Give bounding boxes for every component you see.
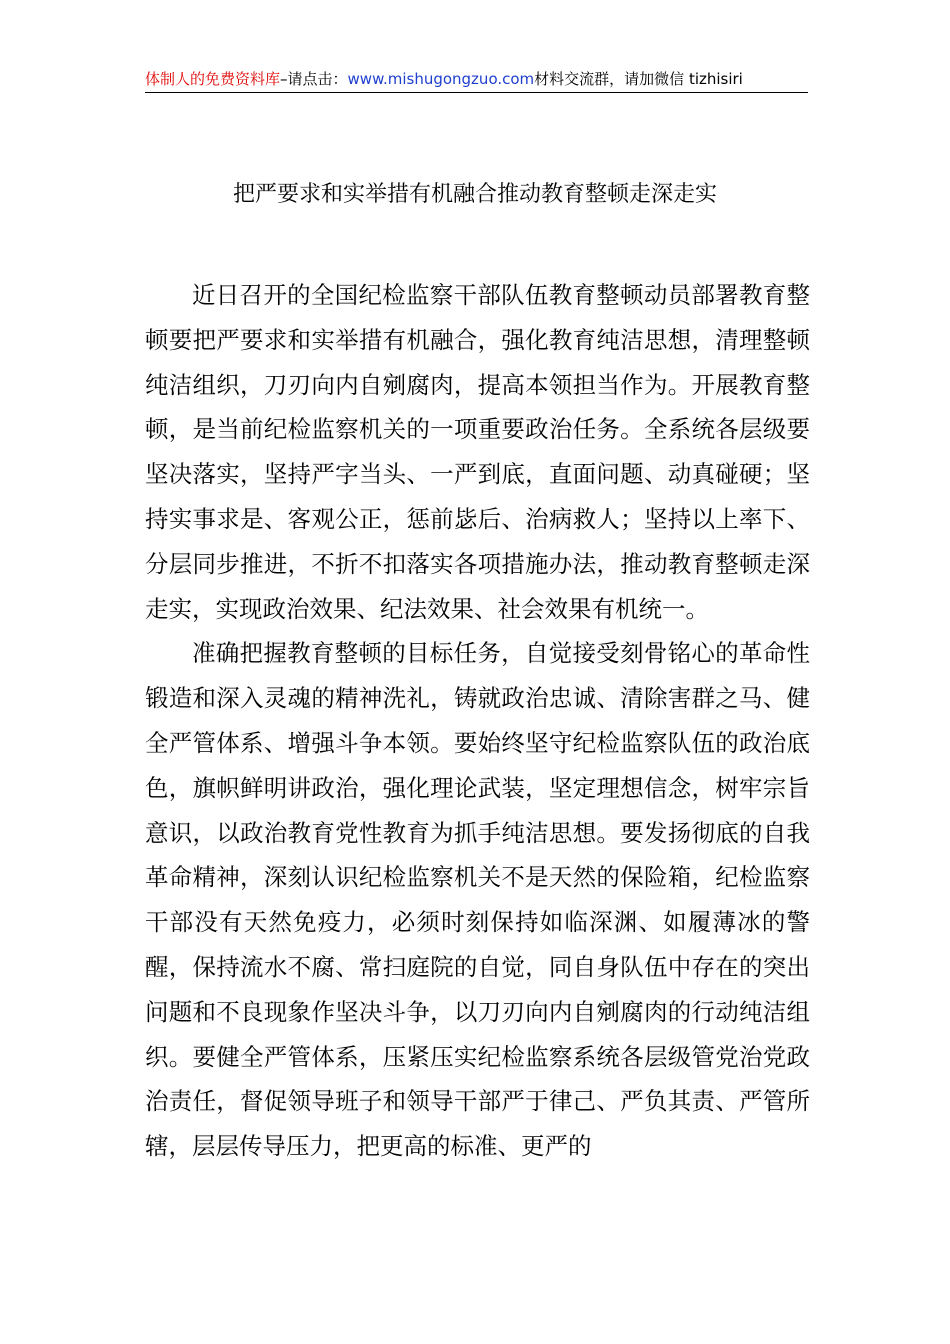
header-prompt: –请点击： — [280, 70, 348, 88]
header-brand: 体制人的免费资料库 — [145, 70, 281, 88]
header-url-link[interactable]: www.mishugongzuo.com — [347, 70, 535, 88]
page-header — [145, 66, 808, 93]
paragraph-2: 准确把握教育整顿的目标任务，自觉接受刻骨铭心的革命性锻造和深入灵魂的精神洗礼，铸就政治忠诚、清除害群之马、健全严管体系、增强斗争本领。要始终坚守纪检监察队伍的政治底色，旗帜鲜明讲政治，强化理论武装，坚定理想信念，树牢宗旨意识，以政治教育党性教育为抓手纯洁思想。要发扬彻底的自我革命精神，深刻认识纪检监察机关不是天然的保险箱，纪检监察干部没有天然免疫力，必须时刻保持如临深渊、如履薄冰的警醒，保持流水不腐、常扫庭院的自觉，同自身队伍中存在的突出问题和不良现象作坚决斗争，以刀刃向内自剜腐肉的行动纯洁组织。要健全严管体系，压紧压实纪检监察系统各层级管党治党政治责任，督促领导班子和领导干部严于律己、严负其责、严管所辖，层层传导压力，把更高的标准、更严的 — [145, 639, 810, 1161]
paragraph-1: 近日召开的全国纪检监察干部队伍教育整顿动员部署教育整顿要把严要求和实举措有机融合，强化教育纯洁思想，清理整顿纯洁组织，刀刃向内自剜腐肉，提高本领担当作为。开展教育整顿，是当前纪检监察机关的一项重要政治任务。全系统各层级要坚决落实，坚持严字当头、一严到底，直面问题、动真碰硬；坚持实事求是、客观公正，惩前毖后、治病救人；坚持以上率下、分层同步推进，不折不扣落实各项措施办法，推动教育整顿走深走实，实现政治效果、纪法效果、社会效果有机统一。 — [145, 281, 810, 623]
header-contact: 材料交流群，请加微信 tizhisiri — [534, 70, 743, 88]
document-title: 把严要求和实举措有机融合推动教育整顿走深走实 — [232, 182, 717, 207]
document-body — [145, 273, 810, 1169]
